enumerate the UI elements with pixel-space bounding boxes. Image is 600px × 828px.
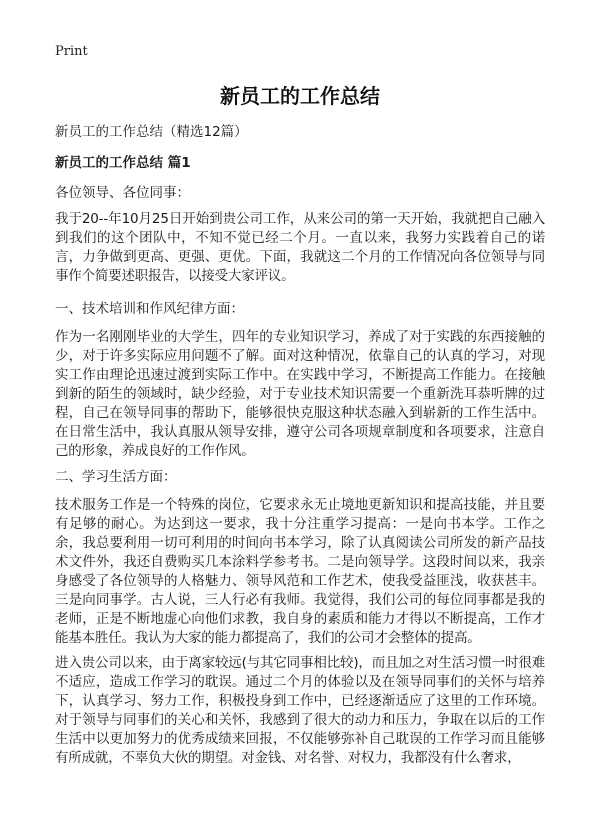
section-title: 新员工的工作总结 篇1 [55, 155, 191, 171]
paragraph-adaptation: 进入贵公司以来，由于离家较远(与其它同事相比较)，而且加之对生活习惯一时很难不适应，造成工作学习的耽误。通过二个月的体验以及在领导同事们的关怀与培养下，认真学习、努力工作，积极投身到工作中，已经逐渐适应了这里的工作环境。对于领导与同事们的关心和关怀，我感到了很大的动力和压力，争取在以后的工作生活中以更加努力的优秀成绩来回报，不仅能够弥补自己耽误的工作学习而且能够有所成就，不辜负大伙的期望。对金钱、对名誉、对权力，我都没有什么奢求， [55, 655, 545, 766]
print-label: Print [55, 44, 88, 59]
document-subtitle: 新员工的工作总结（精选12篇） [55, 124, 248, 140]
greeting: 各位领导、各位同事： [55, 185, 190, 201]
heading-study: 二、学习生活方面： [55, 469, 177, 485]
paragraph-training: 作为一名刚刚毕业的大学生，四年的专业知识学习，养成了对于实践的东西接触的少，对于许多实际应用问题不了解。面对这种情况，依靠自己的认真的学习，对现实工作由理论迅速过渡到实际工作中。在实践中学习，不断提高工作能力。在接触到新的陌生的领域时，缺少经验，对于专业技术知识需要一个重新洗耳恭听牌的过程，自己在领导同事的帮助下，能够很快克服这种状态融入到崭新的工作生活中。在日常生活中，我认真服从领导安排，遵守公司各项规章制度和各项要求，注意自己的形象，养成良好的工作作风。 [55, 329, 545, 459]
paragraph-intro: 我于20--年10月25日开始到贵公司工作，从来公司的第一天开始，我就把自己融入到我们的这个团队中，不知不觉已经二个月。一直以来，我努力实践着自己的诺言，力争做到更高、更强、更优。下面，我就这二个月的工作情况向各位领导与同事作个简要述职报告，以接受大家评议。 [55, 211, 545, 284]
paragraph-study: 技术服务工作是一个特殊的岗位，它要求永无止境地更新知识和提高技能，并且要有足够的耐心。为达到这一要求，我十分注重学习提高：一是向书本学。工作之余，我总要利用一切可利用的时间向书本学习，除了认真阅读公司所发的新产品技术文件外，我还自费购买几本涂料学参考书。二是向领导学。这段时间以来，我亲身感受了各位领导的人格魅力、领导风范和工作艺术，使我受益匪浅，收获甚丰。三是向同事学。古人说，三人行必有我师。我觉得，我们公司的每位同事都是我的老师，正是不断地虚心向他们求教，我自身的素质和能力才得以不断提高，工作才能基本胜任。我认为大家的能力都提高了，我们的公司才会整体的提高。 [55, 497, 545, 646]
heading-training: 一、技术培训和作风纪律方面： [55, 301, 244, 317]
document-title: 新员工的工作总结 [220, 84, 380, 108]
